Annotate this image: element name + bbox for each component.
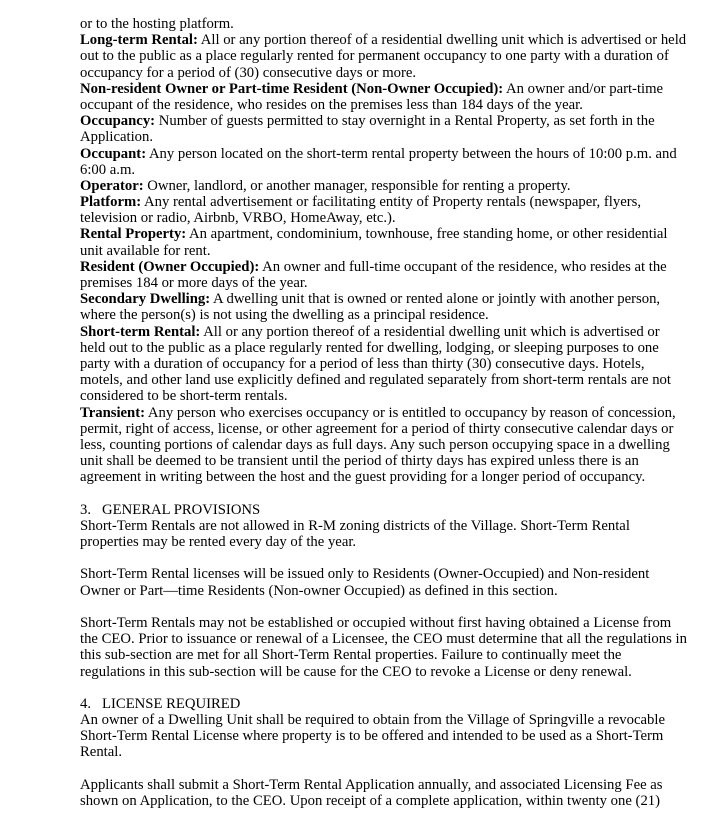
text-line [80,518,680,534]
text-line [80,583,680,599]
text-line [80,405,680,421]
line-text: properties may be rented every day of the year. [80,534,357,550]
line-text: Any person who exercises occupancy or is entitled to occupancy by reason of concession, [145,404,676,421]
text-line [80,777,680,793]
line-text: A dwelling unit that is owned or rented alone or jointly with another person, [210,291,661,308]
definition-term: Short-term Rental: [80,323,201,340]
text-line [80,97,680,113]
blank-line [80,550,680,566]
line-text: Any person located on the short-term rental property between the hours of 10:00 p.m. and [146,145,677,162]
line-text: less, counting portions of calendar days as full days. Any such person occupying space in a dwelling [80,436,670,453]
line-text: Short-Term Rentals may not be established or occupied without first having obtained a License from [80,614,672,631]
text-line [80,32,687,49]
text-line [80,712,680,728]
text-line [80,129,680,145]
line-text: occupancy for a period of (30) consecutive days or more. [80,64,417,81]
line-text: An apartment, condominium, townhouse, free standing home, or other residential [186,226,668,243]
line-text: unit available for rent. [80,242,211,259]
text-line [80,453,680,469]
line-text: party with a duration of occupancy for a period of less than thirty (30) consecutive days. Hotels, [80,355,645,372]
definition-term: Non-resident Owner or Part-time Resident (Non-Owner Occupied): [80,80,504,97]
blank-line [80,761,680,777]
line-text: unit shall be deemed to be transient until the period of thirty days has expired unless there is an [80,453,639,470]
text-line [80,615,680,631]
text-line [80,502,680,518]
definition-term: Platform: [80,194,142,211]
text-line [80,388,680,404]
line-text: 4. LICENSE REQUIRED [80,695,241,712]
text-line [80,210,680,226]
text-line [80,631,687,648]
text-line [80,324,680,340]
line-text: Short-Term Rental licenses will be issued only to Residents (Owner-Occupied) and Non-resident [80,566,650,583]
line-text: An owner and/or part-time [503,80,664,97]
definition-term: Rental Property: [80,226,187,243]
line-text: occupant of the residence, who resides on the premises less than 184 days of the year. [80,96,583,113]
line-text: agreement in writing between the host and the guest providing for a longer period of occupancy. [80,469,646,486]
text-line [80,81,680,97]
line-text: An owner of a Dwelling Unit shall be required to obtain from the Village of Springville a revocable [80,712,665,729]
line-text: shown on Application, to the CEO. Upon receipt of a complete application, within twenty one (21) [80,793,661,809]
definition-term: Long-term Rental: [80,32,198,49]
line-text: Any rental advertisement or facilitating entity of Property rentals (newspaper, flyers, [141,194,642,211]
line-text: 6:00 a.m. [80,161,136,178]
definition-term: Resident (Owner Occupied): [80,258,260,275]
text-line [80,793,680,809]
text-line [80,226,680,242]
line-text: An owner and full-time occupant of the residence, who resides at the [259,258,667,275]
text-line [80,16,680,32]
text-line [80,372,680,388]
line-text: Owner, landlord, or another manager, responsible for renting a property. [143,177,571,194]
text-line [80,291,680,307]
text-line [80,696,680,712]
line-text: held out to the public as a place regularly rented for dwelling, lodging, or sleeping purposes to one [80,339,659,356]
definition-term: Occupant: [80,145,147,162]
text-line [80,275,680,291]
line-text: where the person(s) is not using the dwelling as a principal residence. [80,307,489,324]
line-text: permit, right of access, license, or other agreement for a period of thirty consecutive calendar days or [80,420,674,437]
text-line [80,259,680,275]
line-text: considered to be short-term rentals. [80,388,288,405]
text-line [80,728,680,744]
text-line [80,65,680,81]
line-text: Rental. [80,744,123,761]
blank-line [80,599,680,615]
definition-term: Operator: [80,177,144,194]
line-text: Short-Term Rental License where property is to be offered and intended to be used as a Short-Term [80,728,664,745]
text-line [80,647,680,663]
text-line [80,178,680,194]
line-text: motels, and other land use explicitly defined and regulated separately from short-term rentals are not [80,372,671,389]
text-line [80,340,680,356]
text-line [80,566,680,582]
document-page [80,16,687,809]
line-text: Short-Term Rentals are not allowed in R-M zoning districts of the Village. Short-Term Rental [80,517,630,534]
text-line [80,307,680,323]
text-line [80,48,680,64]
text-line [80,194,680,210]
text-line [80,421,680,437]
text-line [80,664,680,680]
blank-line [80,485,680,501]
text-line [80,162,680,178]
line-text: the CEO. Prior to issuance or renewal of a Licensee, the CEO must determine that all the regulations in [80,631,687,648]
definition-term: Transient: [80,404,146,421]
line-text: 3. GENERAL PROVISIONS [80,501,261,518]
definition-term: Secondary Dwelling: [80,291,211,308]
text-line [80,146,680,162]
line-text: premises 184 or more days of the year. [80,275,308,291]
line-text: Application. [80,129,154,146]
definition-term: Occupancy: [80,113,156,130]
line-text: regulations in this sub-section will be cause for the CEO to revoke a License or deny renewal. [80,663,632,680]
text-line [80,356,680,372]
text-line [80,744,680,760]
text-line [80,113,680,129]
line-text: this sub-section are met for all Short-Term Rental properties. Failure to continually meet the [80,647,622,664]
line-text: out to the public as a place regularly rented for permanent occupancy to one party with a duration of [80,48,669,65]
line-text: television or radio, Airbnb, VRBO, HomeAway, etc.). [80,210,396,227]
text-line [80,437,680,453]
text-line [80,534,680,550]
line-text: All or any portion thereof of a residential dwelling unit which is advertised or [200,323,660,340]
line-text: Number of guests permitted to stay overnight in a Rental Property, as set forth in the [155,113,655,130]
line-text: Owner or Part—time Residents (Non-owner Occupied) as defined in this section. [80,582,558,599]
text-line [80,243,680,259]
blank-line [80,680,680,696]
line-text: All or any portion thereof of a residential dwelling unit which is advertised or held [197,32,687,49]
line-text: or to the hosting platform. [80,16,234,32]
line-text: Applicants shall submit a Short-Term Rental Application annually, and associated Licensing Fee as [80,776,663,793]
text-line [80,469,680,485]
